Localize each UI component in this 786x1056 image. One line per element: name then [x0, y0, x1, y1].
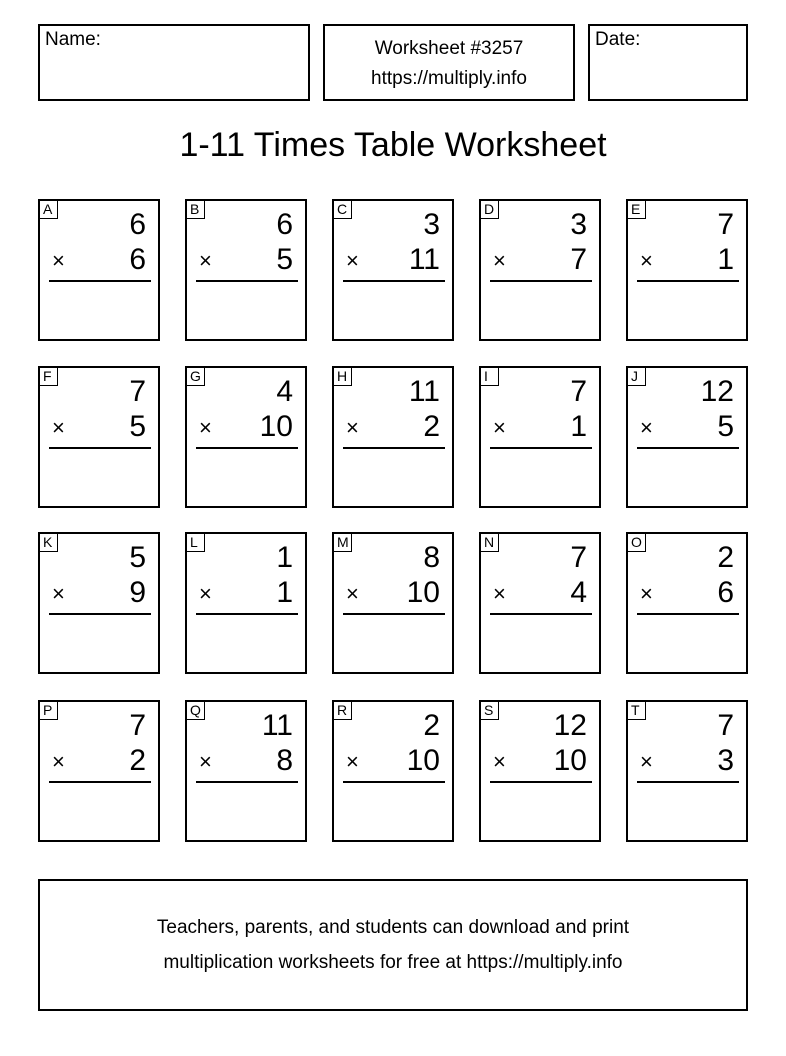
multiplier: 10 [406, 744, 440, 777]
multiply-sign: × [493, 581, 506, 606]
multiply-sign: × [640, 581, 653, 606]
answer-line [196, 447, 298, 449]
answer-line [490, 447, 592, 449]
problem-letter: T [627, 701, 646, 720]
problem-cell [479, 700, 601, 842]
problem-letter: L [186, 533, 205, 552]
problem-letter: S [480, 701, 499, 720]
multiplicand: 6 [276, 208, 293, 241]
multiply-sign: × [493, 248, 506, 273]
date-label: Date: [595, 29, 641, 50]
answer-line [637, 447, 739, 449]
multiplier: 7 [570, 243, 587, 276]
problem-cell [626, 366, 748, 508]
multiplicand: 7 [570, 541, 587, 574]
problem-letter: P [39, 701, 58, 720]
problem-cell [332, 366, 454, 508]
answer-line [196, 280, 298, 282]
problem-letter: J [627, 367, 646, 386]
multiplicand: 7 [717, 208, 734, 241]
multiplicand: 11 [408, 375, 440, 408]
multiplicand: 4 [276, 375, 293, 408]
problem-cell [626, 199, 748, 341]
problem-letter: B [186, 200, 205, 219]
problem-cell [332, 700, 454, 842]
answer-line [490, 781, 592, 783]
multiplier: 6 [129, 243, 146, 276]
problem-letter: I [480, 367, 499, 386]
multiplicand: 11 [261, 709, 293, 742]
site-url: https://multiply.info [371, 68, 527, 89]
problem-letter: N [480, 533, 499, 552]
answer-line [343, 280, 445, 282]
multiply-sign: × [199, 749, 212, 774]
answer-line [196, 613, 298, 615]
multiplicand: 7 [129, 709, 146, 742]
answer-line [637, 280, 739, 282]
problem-cell [185, 700, 307, 842]
name-label: Name: [45, 29, 101, 50]
problem-letter: G [186, 367, 205, 386]
worksheet-id: Worksheet #3257 [374, 38, 524, 59]
multiply-sign: × [52, 749, 65, 774]
multiplier: 11 [408, 243, 440, 276]
multiplier: 10 [406, 576, 440, 609]
multiplicand: 2 [423, 709, 440, 742]
multiplier: 6 [717, 576, 734, 609]
multiplicand: 7 [717, 709, 734, 742]
multiplicand: 3 [423, 208, 440, 241]
footer-box [38, 879, 748, 1011]
multiplier: 2 [423, 410, 440, 443]
page-title: 1-11 Times Table Worksheet [179, 126, 607, 164]
problem-cell [479, 532, 601, 674]
multiplicand: 1 [276, 541, 293, 574]
multiplier: 8 [276, 744, 293, 777]
multiplier: 1 [717, 243, 734, 276]
multiply-sign: × [493, 415, 506, 440]
multiplicand: 2 [717, 541, 734, 574]
multiplicand: 7 [129, 375, 146, 408]
multiply-sign: × [346, 749, 359, 774]
answer-line [490, 613, 592, 615]
problem-cell [626, 700, 748, 842]
problem-letter: Q [186, 701, 205, 720]
problem-letter: O [627, 533, 646, 552]
multiplicand: 3 [570, 208, 587, 241]
answer-line [49, 280, 151, 282]
multiplicand: 12 [553, 709, 587, 742]
multiplier: 2 [129, 744, 146, 777]
multiplier: 3 [717, 744, 734, 777]
multiplier: 10 [259, 410, 293, 443]
multiplier: 5 [717, 410, 734, 443]
answer-line [637, 613, 739, 615]
multiply-sign: × [52, 581, 65, 606]
problem-cell [38, 532, 160, 674]
multiply-sign: × [52, 415, 65, 440]
problem-cell [626, 532, 748, 674]
multiplier: 1 [276, 576, 293, 609]
multiply-sign: × [640, 415, 653, 440]
multiply-sign: × [640, 248, 653, 273]
problem-cell [38, 199, 160, 341]
problem-letter: R [333, 701, 352, 720]
answer-line [343, 613, 445, 615]
footer-line-2: multiplication worksheets for free at https://multiply.info [163, 952, 623, 973]
problem-cell [185, 532, 307, 674]
problem-cell [332, 532, 454, 674]
problem-cell [185, 366, 307, 508]
multiplier: 5 [129, 410, 146, 443]
multiplicand: 8 [423, 541, 440, 574]
problem-cell [185, 199, 307, 341]
problem-letter: F [39, 367, 58, 386]
problem-cell [38, 700, 160, 842]
answer-line [490, 280, 592, 282]
multiplicand: 5 [129, 541, 146, 574]
problem-letter: C [333, 200, 352, 219]
answer-line [49, 781, 151, 783]
problem-cell [332, 199, 454, 341]
multiplier: 5 [276, 243, 293, 276]
problem-cell [479, 366, 601, 508]
date-box [588, 24, 748, 101]
multiply-sign: × [346, 581, 359, 606]
multiplicand: 6 [129, 208, 146, 241]
multiply-sign: × [199, 415, 212, 440]
problem-letter: E [627, 200, 646, 219]
multiply-sign: × [199, 581, 212, 606]
footer-line-1: Teachers, parents, and students can download and print [156, 917, 630, 938]
multiply-sign: × [493, 749, 506, 774]
problem-letter: M [333, 533, 352, 552]
multiply-sign: × [640, 749, 653, 774]
multiplier: 4 [570, 576, 587, 609]
multiplicand: 7 [570, 375, 587, 408]
answer-line [49, 447, 151, 449]
problem-letter: D [480, 200, 499, 219]
multiplicand: 12 [700, 375, 734, 408]
multiply-sign: × [52, 248, 65, 273]
name-box [38, 24, 310, 101]
problem-cell [479, 199, 601, 341]
multiply-sign: × [346, 415, 359, 440]
multiplier: 10 [553, 744, 587, 777]
answer-line [637, 781, 739, 783]
multiply-sign: × [199, 248, 212, 273]
answer-line [343, 447, 445, 449]
worksheet-info-box [323, 24, 575, 101]
multiplier: 1 [570, 410, 587, 443]
problem-letter: K [39, 533, 58, 552]
multiply-sign: × [346, 248, 359, 273]
multiplier: 9 [129, 576, 146, 609]
answer-line [49, 613, 151, 615]
problem-letter: A [39, 200, 58, 219]
problem-letter: H [333, 367, 352, 386]
problem-cell [38, 366, 160, 508]
answer-line [196, 781, 298, 783]
answer-line [343, 781, 445, 783]
